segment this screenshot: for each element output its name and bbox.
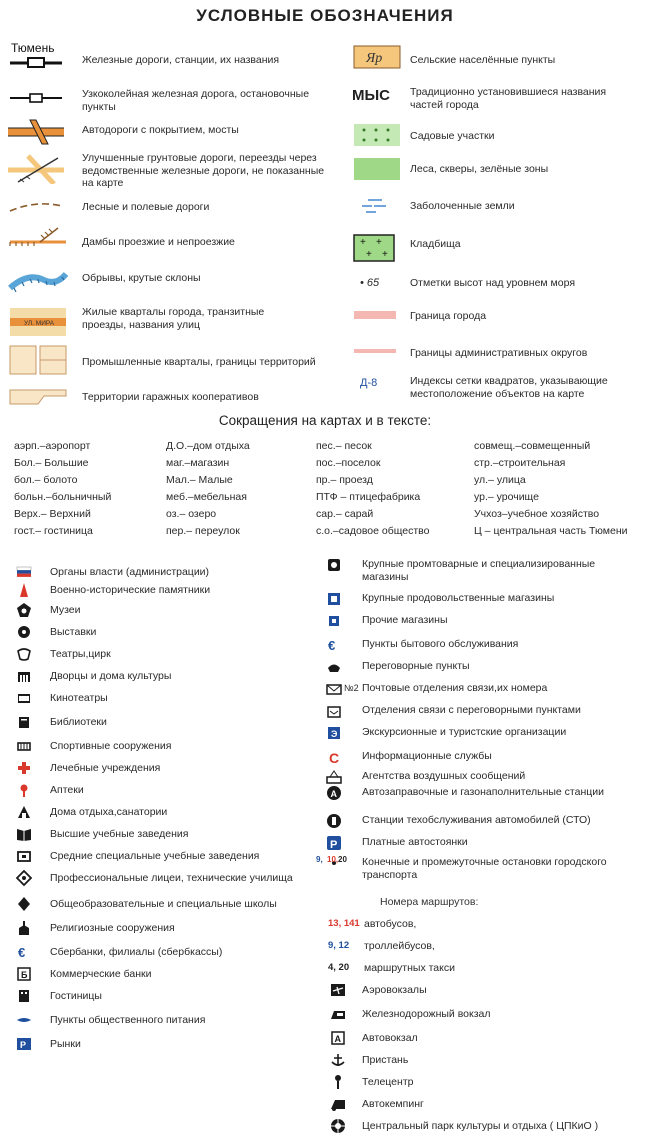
- legend-left-label: Дамбы проезжие и непроезжие: [82, 236, 235, 248]
- svg-text:А: А: [334, 1034, 341, 1044]
- abbr-item: бол.– болото: [14, 474, 78, 486]
- icon-right-label: Переговорные пункты: [362, 660, 470, 672]
- icon-right-label: Крупные промтоварные и специализированные магазины: [362, 558, 596, 583]
- legend-right-label: Садовые участки: [410, 130, 495, 142]
- abbr-item: пос.–поселок: [316, 457, 381, 469]
- legend-right-label: Индексы сетки квадратов, указывающие местоположение объектов на карте: [410, 375, 608, 400]
- telephone-icon: [326, 659, 342, 675]
- sample-city: Тюмень: [11, 42, 55, 55]
- legend-right-label: Граница города: [410, 310, 487, 322]
- abbr-item: больн.–больничный: [14, 491, 112, 503]
- theatre-icon: [16, 646, 32, 662]
- swamp-symbol: [358, 196, 392, 216]
- legend-right-label: Сельские населённые пункты: [410, 54, 556, 66]
- transport-label: Автовокзал: [362, 1032, 418, 1044]
- book-icon: [16, 826, 32, 842]
- abbr-item: ПТФ – птицефабрика: [316, 491, 421, 503]
- village-symbol: [352, 44, 402, 70]
- legend-left-label: Автодороги с покрытием, мосты: [82, 124, 239, 136]
- legend-left-label: Узкоколейная железная дорога, остановочные пункты: [82, 88, 310, 113]
- abbr-item: аэрп.–аэропорт: [14, 440, 91, 452]
- legend-right-label: Традиционно установившиеся названия частей города: [410, 86, 607, 111]
- church-icon: [16, 920, 32, 936]
- railway-station-icon: [330, 1006, 346, 1022]
- pharmacy-icon: [16, 782, 32, 798]
- tv-tower-icon: [330, 1074, 346, 1090]
- legend-right-label: Леса, скверы, зелёные зоны: [410, 163, 549, 175]
- commercial-bank-icon: [16, 966, 32, 982]
- icon-right-label: Крупные продовольственные магазины: [362, 592, 555, 604]
- route-label: автобусов,: [364, 918, 417, 930]
- route-numbers: 4, 20: [328, 962, 350, 973]
- highway-symbol: [8, 118, 64, 146]
- abbr-item: Учхоз–учебное хозяйство: [474, 508, 600, 520]
- car-service-icon: [326, 813, 342, 829]
- air-agency-icon: [326, 769, 342, 785]
- svg-text:Р: Р: [20, 1040, 27, 1050]
- district-sample: МЫС: [352, 87, 391, 104]
- icon-left-label: Пункты общественного питания: [50, 1014, 206, 1026]
- diamond-icon: [16, 870, 32, 886]
- cemetery-symbol: [352, 233, 396, 263]
- legend-left-label: Улучшенные грунтовые дороги, переезды через ведомственные железные дороги, не показанные на карте: [82, 152, 325, 189]
- camping-icon: [330, 1096, 346, 1112]
- abbr-item: ул.– улица: [474, 474, 526, 486]
- abbr-item: сар.– сарай: [316, 508, 374, 520]
- abbr-item: оз.– озеро: [166, 508, 217, 520]
- garden-symbol: [352, 122, 402, 148]
- abbr-item: Верх.– Верхний: [14, 508, 91, 520]
- icon-left-label: Библиотеки: [50, 716, 107, 728]
- industrial-block-symbol: [8, 344, 68, 376]
- service-icon: [326, 637, 342, 653]
- svg-text:P: P: [330, 839, 338, 851]
- railway-symbol: [8, 42, 64, 72]
- sanatorium-icon: [16, 804, 32, 820]
- route-label: маршрутных такси: [364, 962, 455, 974]
- transport-label: Пристань: [362, 1054, 409, 1066]
- icon-left-label: Музеи: [50, 604, 81, 616]
- legend-left-label: Территории гаражных кооперативов: [82, 391, 259, 403]
- dam-symbol: [8, 224, 68, 250]
- tourism-icon: [326, 725, 342, 741]
- icon-right-label: Конечные и промежуточные остановки городского транспорта: [362, 856, 607, 881]
- mail-phone-icon: [326, 703, 342, 719]
- park-icon: [330, 1118, 346, 1134]
- height-sample: • 65: [360, 277, 380, 289]
- cross-icon: [16, 760, 32, 776]
- abbr-item: Д.О.–дом отдыха: [166, 440, 250, 452]
- icon-left-label: Средние специальные учебные заведения: [50, 850, 260, 862]
- district-border-symbol: [352, 347, 398, 355]
- market-icon: [16, 1036, 32, 1052]
- icon-left-label: Театры,цирк: [50, 648, 111, 660]
- svg-text:+: +: [376, 237, 382, 248]
- legend-left-label: Лесные и полевые дороги: [82, 201, 210, 213]
- legend-right-label: Кладбища: [410, 238, 461, 250]
- mail-number: №2: [344, 683, 359, 693]
- icon-left-label: Выставки: [50, 626, 97, 638]
- icon-right-label: Автозаправочные и газонаполнительные станции: [362, 786, 604, 798]
- abbr-item: пер.– переулок: [166, 525, 240, 537]
- routes-title: Номера маршрутов:: [380, 896, 479, 908]
- svg-text:+: +: [360, 237, 366, 248]
- icon-left-label: Лечебные учреждения: [50, 762, 161, 774]
- icon-right-label: Отделения связи с переговорными пунктами: [362, 704, 581, 716]
- page-title: УСЛОВНЫЕ ОБОЗНАЧЕНИЯ: [196, 6, 454, 25]
- forest-road-symbol: [8, 200, 64, 214]
- abbr-item: Бол.– Большие: [14, 457, 89, 469]
- svg-text:+: +: [366, 249, 372, 260]
- abbr-item: пр.– проезд: [316, 474, 373, 486]
- svg-text:С: С: [329, 750, 340, 765]
- svg-text:€: €: [18, 945, 26, 960]
- route-numbers: 9, 12: [328, 940, 350, 951]
- cliff-symbol: [8, 268, 68, 294]
- icon-right-label: Информационные службы: [362, 750, 492, 762]
- legend-left-label: Железные дороги, станции, их названия: [82, 54, 280, 66]
- library-icon: [16, 714, 32, 730]
- airport-icon: [330, 982, 346, 998]
- abbr-item: совмещ.–совмещенный: [474, 440, 591, 452]
- mail-icon: [326, 681, 342, 697]
- stop-number: 9,: [316, 855, 323, 864]
- icon-left-label: Спортивные сооружения: [50, 740, 172, 752]
- dept-store-icon: [326, 557, 342, 573]
- icon-right-label: Прочие магазины: [362, 614, 448, 626]
- svg-text:Э: Э: [331, 729, 338, 739]
- drop-icon: [16, 896, 32, 912]
- legend-right-label: Отметки высот над уровнем моря: [410, 277, 576, 289]
- info-icon: [326, 749, 342, 765]
- street-sample: УЛ. МИРА: [24, 320, 55, 327]
- icon-left-label: Дворцы и дома культуры: [50, 670, 172, 682]
- transport-label: Центральный парк культуры и отдыха ( ЦПКиО ): [362, 1120, 599, 1132]
- svg-text:€: €: [328, 638, 336, 653]
- flag-icon: [16, 564, 32, 580]
- city-border-symbol: [352, 309, 398, 321]
- pentagon-icon: [16, 602, 32, 618]
- anchor-icon: [330, 1052, 346, 1068]
- food-store-icon: [326, 591, 342, 607]
- legend-left-label: Обрывы, крутые склоны: [82, 272, 201, 284]
- abbr-item: маг.–магазин: [166, 457, 230, 469]
- monument-icon: [16, 582, 32, 598]
- icon-left-label: Сбербанки, филиалы (сбербкассы): [50, 946, 223, 958]
- svg-text:Б: Б: [21, 970, 28, 980]
- transport-label: Телецентр: [362, 1076, 414, 1088]
- stop-number: 20: [338, 855, 347, 864]
- icon-left-label: Профессиональные лицеи, технические училища: [50, 872, 293, 884]
- grid-sample: Д-8: [360, 377, 378, 389]
- abbr-item: Ц – центральная часть Тюмени: [474, 525, 628, 537]
- abbr-item: ур.– урочище: [474, 491, 539, 503]
- icon-left-label: Высшие учебные заведения: [50, 828, 189, 840]
- residential-block-symbol: [8, 306, 68, 338]
- abbr-item: пес.– песок: [316, 440, 372, 452]
- fuel-icon: [326, 785, 342, 801]
- icon-left-label: Общеобразовательные и специальные школы: [50, 898, 277, 910]
- icon-left-label: Органы власти (администрации): [50, 566, 210, 578]
- stadium-icon: [16, 738, 32, 754]
- palace-icon: [16, 668, 32, 684]
- icon-left-label: Кинотеатры: [50, 692, 108, 704]
- village-sample: Яр: [366, 51, 383, 66]
- hotel-icon: [16, 988, 32, 1004]
- cafe-icon: [16, 1012, 32, 1028]
- icon-right-label: Почтовые отделения связи,их номера: [362, 682, 548, 694]
- school-icon: [16, 848, 32, 864]
- shop-icon: [326, 613, 342, 629]
- icon-left-label: Гостиницы: [50, 990, 102, 1002]
- stop-number: 10,: [327, 855, 339, 864]
- narrow-railway-symbol: [8, 92, 64, 104]
- icon-left-label: Рынки: [50, 1038, 81, 1050]
- icon-right-label: Станции техобслуживания автомобилей (СТО): [362, 814, 591, 826]
- parking-icon: [326, 835, 342, 851]
- icon-left-label: Коммерческие банки: [50, 968, 152, 980]
- legend-right-label: Заболоченные земли: [410, 200, 515, 212]
- abbr-item: меб.–мебельная: [166, 491, 247, 503]
- transport-label: Железнодорожный вокзал: [362, 1008, 491, 1020]
- height-value: 65: [366, 277, 380, 289]
- abbr-title: Сокращения на картах и в тексте:: [218, 413, 432, 428]
- abbr-item: стр.–строительная: [474, 457, 566, 469]
- route-label: троллейбусов,: [364, 940, 435, 952]
- legend-right-label: Границы административных округов: [410, 347, 588, 359]
- svg-text:А: А: [330, 789, 337, 799]
- icon-right-label: Платные автостоянки: [362, 836, 468, 848]
- transport-label: Автокемпинг: [362, 1098, 424, 1110]
- abbr-item: гост.– гостиница: [14, 525, 93, 537]
- legend-left-label: Промышленные кварталы, границы территорий: [82, 356, 316, 368]
- abbr-item: Мал.– Малые: [166, 474, 233, 486]
- bus-station-icon: [330, 1030, 346, 1046]
- icon-left-label: Аптеки: [50, 784, 84, 796]
- garage-territory-symbol: [8, 388, 68, 406]
- cinema-icon: [16, 690, 32, 706]
- flower-icon: [16, 624, 32, 640]
- svg-text:+: +: [382, 249, 388, 260]
- forest-symbol: [352, 156, 402, 182]
- icon-left-label: Военно-исторические памятники: [50, 584, 211, 596]
- icon-right-label: Пункты бытового обслуживания: [362, 638, 519, 650]
- abbr-item: с.о.–садовое общество: [316, 525, 430, 537]
- icon-left-label: Религиозные сооружения: [50, 922, 175, 934]
- icon-right-label: Агентства воздушных сообщений: [362, 770, 526, 782]
- bank-icon: [16, 944, 32, 960]
- legend-left-label: Жилые кварталы города, транзитные проезды, названия улиц: [82, 306, 265, 331]
- transport-label: Аэровокзалы: [362, 984, 427, 996]
- icon-left-label: Дома отдыха,санатории: [50, 806, 168, 818]
- route-numbers: 13, 141: [328, 918, 360, 929]
- dirt-road-symbol: [8, 154, 64, 184]
- icon-right-label: Экскурсионные и туристские организации: [362, 726, 567, 738]
